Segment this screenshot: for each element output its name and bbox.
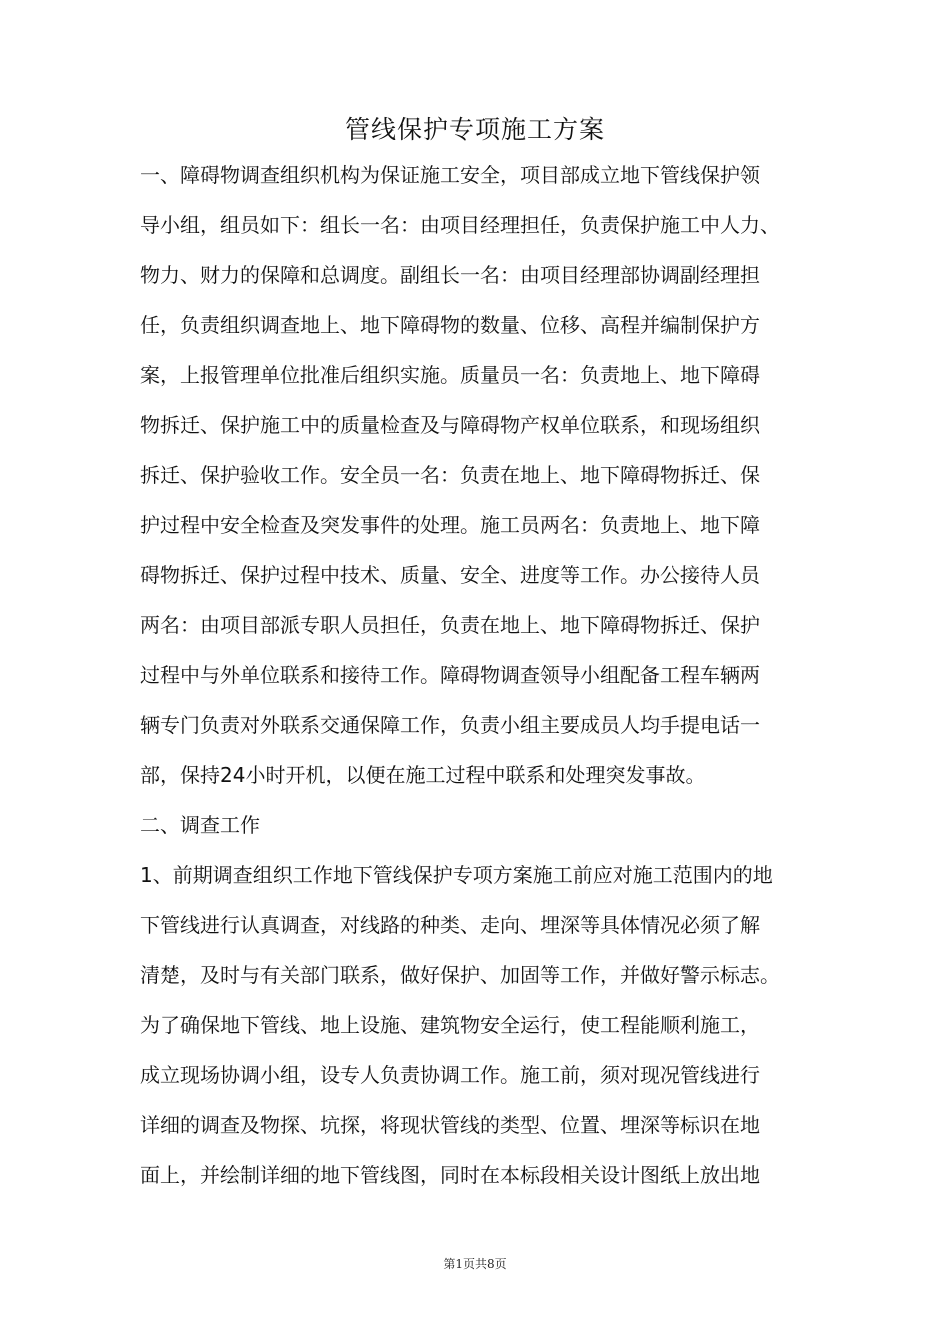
document-title: 管线保护专项施工方案: [344, 115, 605, 144]
body-line: 护过程中安全检查及突发事件的处理。施工员两名：负责地上、地下障: [140, 513, 760, 537]
body-line: 碍物拆迁、保护过程中技术、质量、安全、进度等工作。办公接待人员: [140, 563, 760, 587]
body-line: 部，保持24小时开机，以便在施工过程中联系和处理突发事故。: [140, 763, 706, 787]
body-line: 为了确保地下管线、地上设施、建筑物安全运行，使工程能顺利施工，: [140, 1013, 760, 1037]
body-line: 成立现场协调小组，设专人负责协调工作。施工前，须对现况管线进行: [140, 1063, 760, 1087]
body-line: 清楚，及时与有关部门联系，做好保护、加固等工作，并做好警示标志。: [140, 963, 780, 987]
body-line: 两名：由项目部派专职人员担任，负责在地上、地下障碍物拆迁、保护: [140, 613, 760, 637]
body-line: 面上，并绘制详细的地下管线图，同时在本标段相关设计图纸上放出地: [140, 1163, 760, 1187]
body-line: 物力、财力的保障和总调度。副组长一名：由项目经理部协调副经理担: [140, 263, 760, 287]
body-line: 1、前期调查组织工作地下管线保护专项方案施工前应对施工范围内的地: [140, 863, 773, 887]
body-line: 案，上报管理单位批准后组织实施。质量员一名：负责地上、地下障碍: [140, 363, 760, 387]
body-line: 辆专门负责对外联系交通保障工作，负责小组主要成员人均手提电话一: [140, 713, 760, 737]
body-line: 详细的调查及物探、坑探，将现状管线的类型、位置、埋深等标识在地: [140, 1113, 760, 1137]
page-number-footer: 第1页共8页: [443, 1257, 507, 1271]
body-line: 过程中与外单位联系和接待工作。障碍物调查领导小组配备工程车辆两: [140, 663, 760, 687]
body-line: 物拆迁、保护施工中的质量检查及与障碍物产权单位联系，和现场组织: [140, 413, 760, 437]
section-heading: 二、调查工作: [140, 813, 260, 837]
body-line: 导小组，组员如下：组长一名：由项目经理担任，负责保护施工中人力、: [140, 213, 780, 237]
body-line: 任，负责组织调查地上、地下障碍物的数量、位移、高程并编制保护方: [140, 313, 760, 337]
body-line: 拆迁、保护验收工作。安全员一名：负责在地上、地下障碍物拆迁、保: [140, 463, 760, 487]
body-line: 一、障碍物调查组织机构为保证施工安全，项目部成立地下管线保护领: [140, 163, 760, 187]
body-line: 下管线进行认真调查，对线路的种类、走向、埋深等具体情况必须了解: [140, 913, 760, 937]
